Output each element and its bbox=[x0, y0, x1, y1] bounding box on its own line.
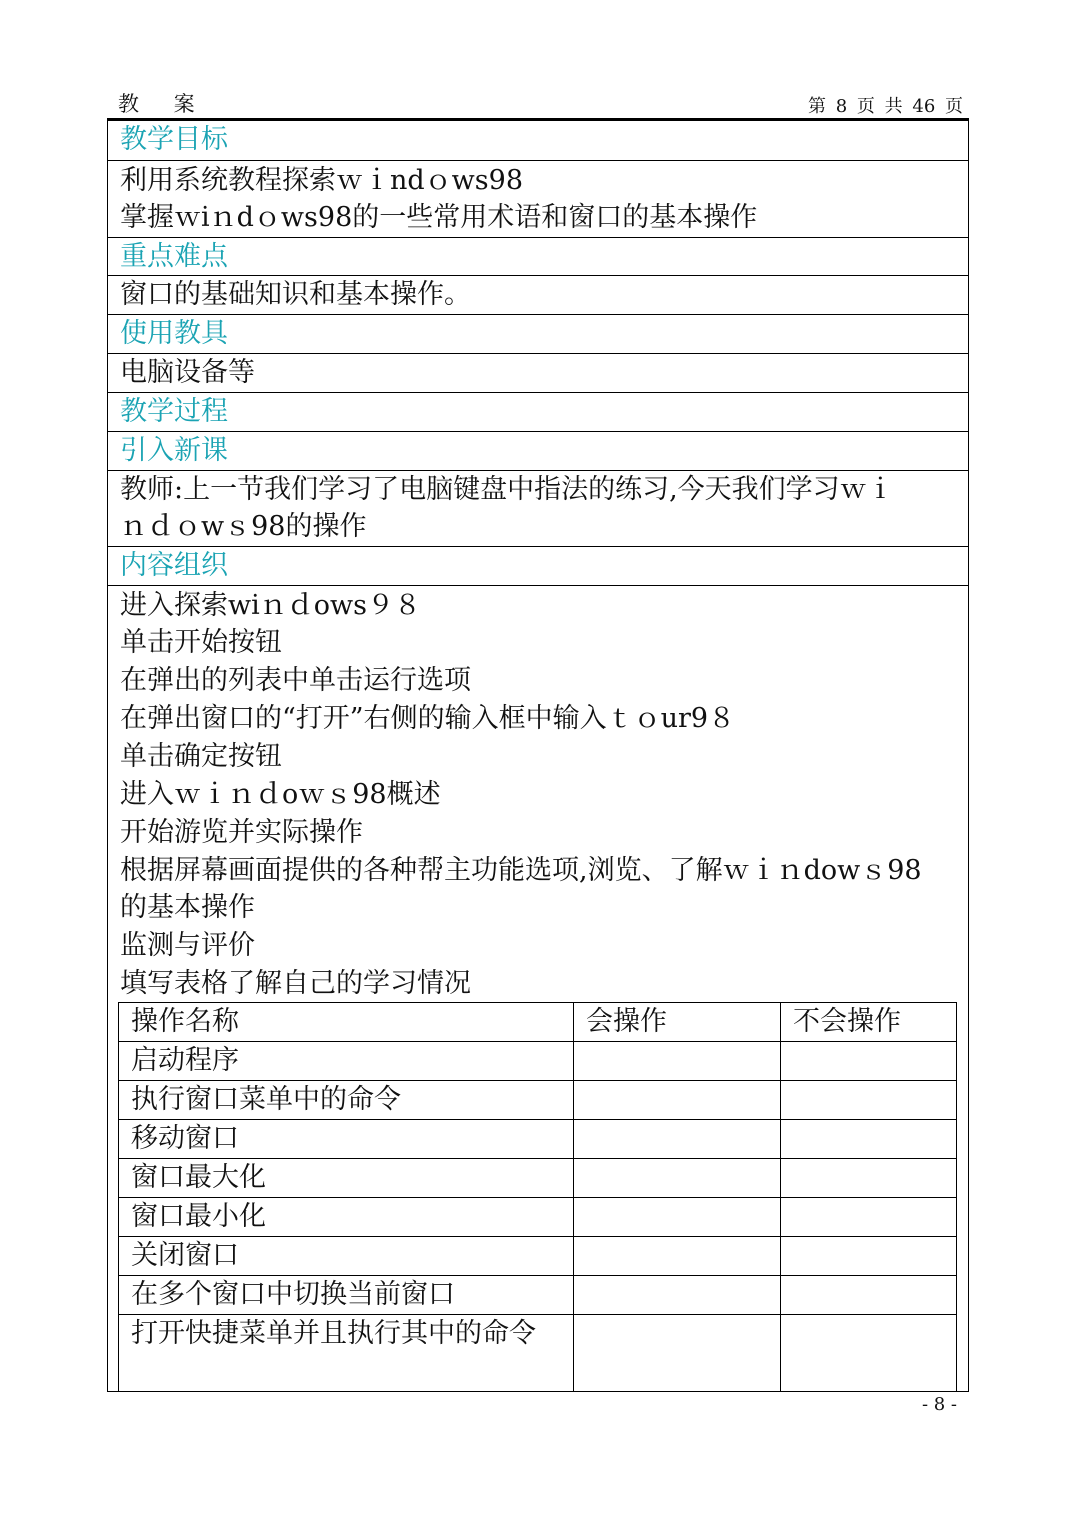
operations-table bbox=[118, 1002, 957, 1392]
text-line: 根据屏幕画面提供的各种帮主功能选项,浏览、了解ｗｉｎdowｓ98 bbox=[120, 855, 922, 886]
cannot-operate-cell bbox=[781, 1120, 957, 1159]
header-cell: 操作名称 bbox=[119, 1003, 574, 1042]
document-title: 教 案 bbox=[118, 92, 209, 116]
cannot-operate-cell bbox=[781, 1159, 957, 1198]
operation-name-cell: 窗口最大化 bbox=[119, 1159, 574, 1198]
operation-name-cell: 在多个窗口中切换当前窗口 bbox=[119, 1276, 574, 1315]
lesson-plan-frame bbox=[107, 121, 969, 1392]
page-number: - 8 - bbox=[921, 1394, 957, 1415]
text-line: 单击确定按钮 bbox=[120, 741, 282, 772]
section-tools-header bbox=[108, 315, 968, 354]
table-row bbox=[119, 1159, 957, 1198]
table-row bbox=[119, 1237, 957, 1276]
cannot-operate-cell bbox=[781, 1081, 957, 1120]
section-goal-header bbox=[108, 121, 968, 161]
section-intro-header bbox=[108, 432, 968, 471]
text-line: 教师:上一节我们学习了电脑键盘中指法的练习,今天我们学习ｗｉ bbox=[120, 474, 894, 505]
header-cell: 不会操作 bbox=[781, 1003, 957, 1042]
text-line: 在弹出的列表中单击运行选项 bbox=[120, 665, 471, 696]
can-operate-cell bbox=[574, 1159, 781, 1198]
table-row bbox=[119, 1120, 957, 1159]
can-operate-cell bbox=[574, 1237, 781, 1276]
section-content-header bbox=[108, 547, 968, 586]
can-operate-cell bbox=[574, 1120, 781, 1159]
cannot-operate-cell bbox=[781, 1198, 957, 1237]
section-tools-body bbox=[108, 354, 968, 393]
text-line: 监测与评价 bbox=[120, 930, 255, 961]
section-title: 使用教具 bbox=[120, 318, 228, 349]
text-line: 开始游览并实际操作 bbox=[120, 817, 363, 848]
can-operate-cell bbox=[574, 1081, 781, 1120]
table-row bbox=[119, 1276, 957, 1315]
text-line: 利用系统教程探索ｗｉndｏws98 bbox=[120, 165, 523, 196]
can-operate-cell bbox=[574, 1042, 781, 1081]
text-line: 窗口的基础知识和基本操作。 bbox=[120, 279, 471, 310]
section-title: 内容组织 bbox=[120, 550, 228, 581]
section-title: 引入新课 bbox=[120, 435, 228, 466]
page-info: 第 8 页 共 46 页 bbox=[808, 96, 963, 117]
table-header-row bbox=[119, 1003, 957, 1042]
cannot-operate-cell bbox=[781, 1315, 957, 1392]
text-line: 在弹出窗口的“打开”右侧的输入框中输入ｔｏur9８ bbox=[120, 703, 736, 734]
operation-name-cell: 移动窗口 bbox=[119, 1120, 574, 1159]
text-line: 进入ｗｉｎｄoｗｓ98概述 bbox=[120, 779, 441, 810]
operation-name-cell: 窗口最小化 bbox=[119, 1198, 574, 1237]
section-title: 教学目标 bbox=[120, 124, 228, 155]
operation-name-cell: 关闭窗口 bbox=[119, 1237, 574, 1276]
text-line: 填写表格了解自己的学习情况 bbox=[120, 968, 471, 999]
cannot-operate-cell bbox=[781, 1237, 957, 1276]
section-key-body bbox=[108, 276, 968, 315]
can-operate-cell bbox=[574, 1276, 781, 1315]
table-row bbox=[119, 1315, 957, 1392]
text-line: 单击开始按钮 bbox=[120, 627, 282, 658]
text-line: 电脑设备等 bbox=[120, 357, 255, 388]
operation-name-cell: 打开快捷菜单并且执行其中的命令 bbox=[119, 1315, 574, 1392]
section-title: 教学过程 bbox=[120, 396, 228, 427]
section-key-header bbox=[108, 238, 968, 276]
cannot-operate-cell bbox=[781, 1276, 957, 1315]
header-cell: 会操作 bbox=[574, 1003, 781, 1042]
section-goal-body bbox=[108, 161, 968, 238]
text-line: 掌握ｗiｎdｏws98的一些常用术语和窗口的基本操作 bbox=[120, 202, 758, 233]
can-operate-cell bbox=[574, 1198, 781, 1237]
text-line: 进入探索wiｎｄows９８ bbox=[120, 590, 421, 621]
text-line: ｎｄｏwｓ98的操作 bbox=[120, 511, 367, 542]
table-row bbox=[119, 1042, 957, 1081]
section-intro-body bbox=[108, 471, 968, 547]
operation-name-cell: 启动程序 bbox=[119, 1042, 574, 1081]
text-line: 的基本操作 bbox=[120, 892, 255, 923]
section-process-header bbox=[108, 393, 968, 432]
table-row bbox=[119, 1081, 957, 1120]
operation-name-cell: 执行窗口菜单中的命令 bbox=[119, 1081, 574, 1120]
cannot-operate-cell bbox=[781, 1042, 957, 1081]
table-row bbox=[119, 1198, 957, 1237]
section-title: 重点难点 bbox=[120, 241, 228, 272]
can-operate-cell bbox=[574, 1315, 781, 1392]
